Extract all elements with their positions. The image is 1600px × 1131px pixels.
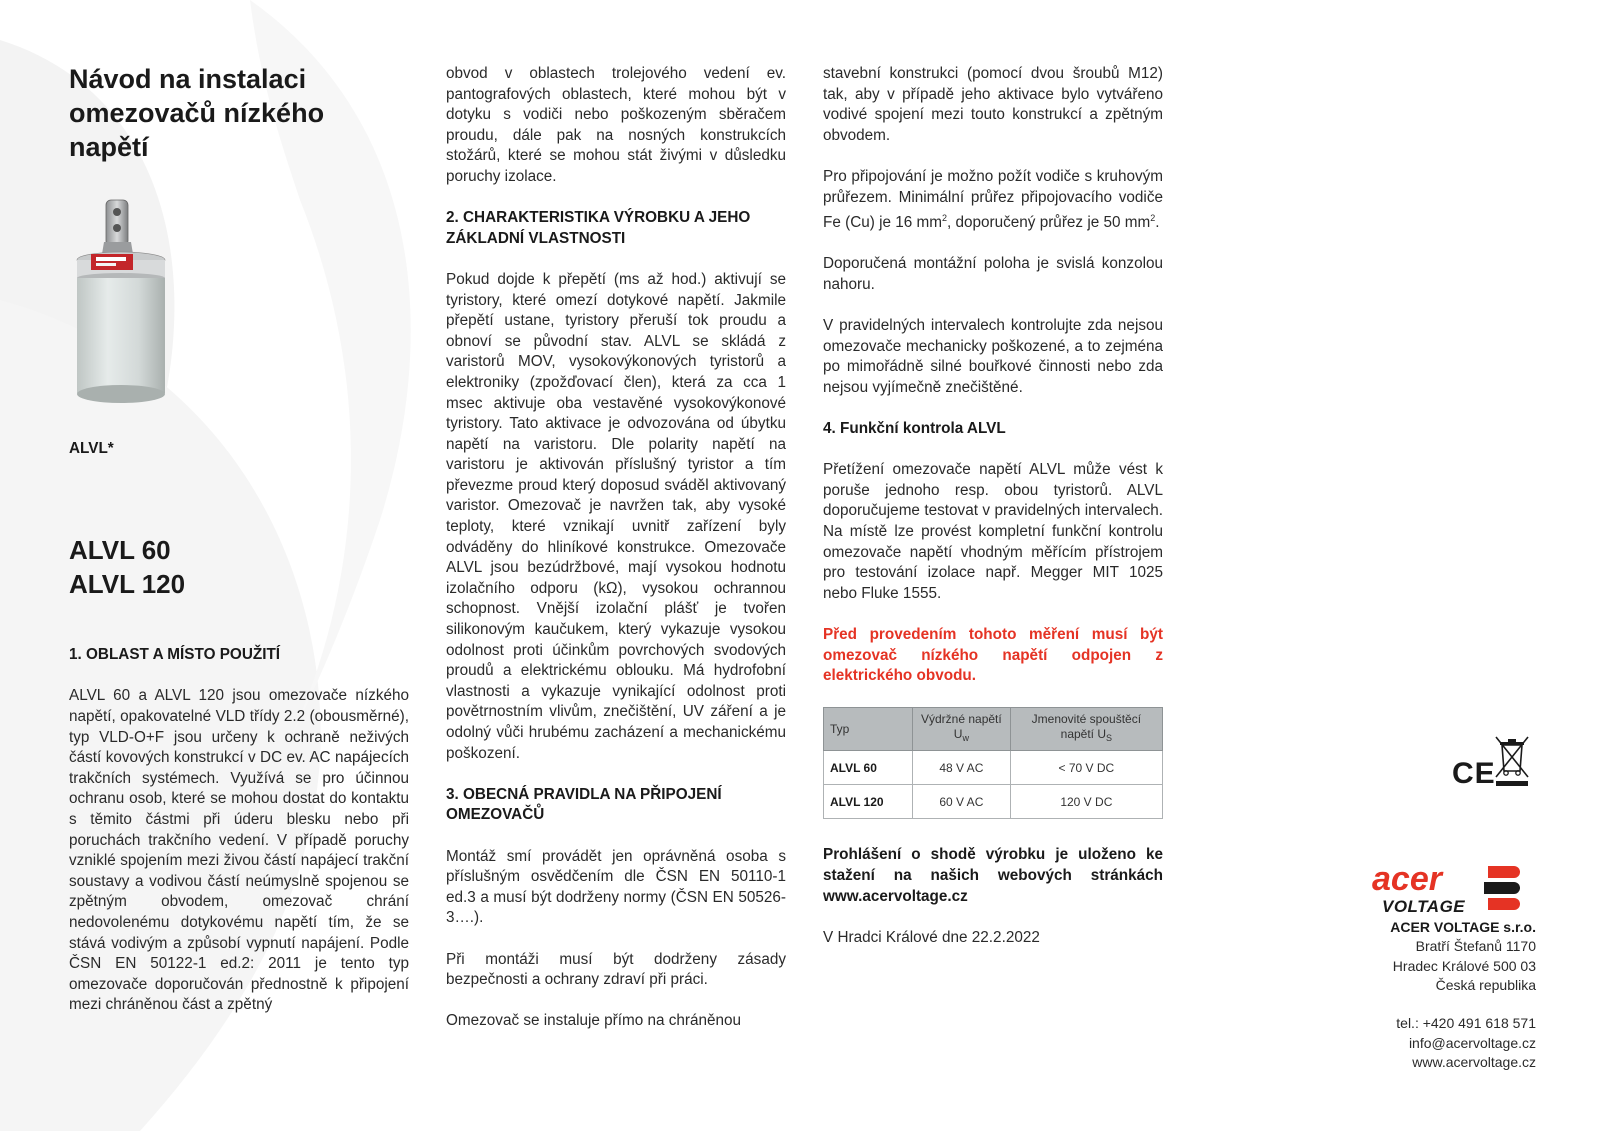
model-alvl-120: ALVL 120 <box>69 569 186 600</box>
section-3-para-2: Při montáži musí být dodrženy zásady bezpečnosti a ochrany zdraví při práci. <box>446 950 786 989</box>
cell-trigger: 120 V DC <box>1010 785 1162 819</box>
title-line-1: Návod na instalaci <box>69 64 307 94</box>
acer-voltage-logo <box>1370 860 1540 920</box>
col-header-withstand-sub: w <box>962 733 969 744</box>
section-4-heading: 4. Funkční kontrola ALVL <box>823 420 1006 438</box>
section-3-heading: 3. OBECNÁ PRAVIDLA NA PŘIPOJENÍ OMEZOVAČŮ <box>446 785 722 824</box>
surge-arrester-photo <box>69 198 169 408</box>
section-3-para-3: Omezovač se instaluje přímo na chráněnou <box>446 1012 742 1030</box>
superscript-2: 2 <box>942 213 948 224</box>
cell-withstand: 48 V AC <box>913 751 1011 785</box>
table-row <box>824 751 1163 785</box>
company-name: ACER VOLTAGE s.r.o. <box>1390 919 1536 935</box>
section-4-text: Přetížení omezovače napětí ALVL může vést k poruše jednoho resp. obou tyristorů. ALVL doporučujeme testovat v pravidelných intervalech. Na místě lze provést kompletní funkční kontrolu omezovače napětí vhodným měřícím přístrojem pro testování izolace např. Megger MIT 1025 nebo Fluke 1555. <box>823 461 1163 602</box>
continuation-text: obvod v oblastech trolejového vedení ev. pantografových oblastech, které mohou být v dotyku s vodiči nebo poškozeným sběračem proudu, dále pak na nosných konstrukcích stožárů, které se mohou stát živými v důsledku poruchy izolace. <box>446 65 786 185</box>
col-header-withstand-text: Výdržné napětí U <box>920 712 1002 742</box>
warning-text: Před provedením tohoto měření musí být omezovač nízkého napětí odpojen z elektrického obvodu. <box>823 626 1163 685</box>
cell-type: ALVL 120 <box>824 785 913 819</box>
mounting-text: Doporučená montážní poloha je svislá konzolou nahoru. <box>823 255 1163 293</box>
col-header-trigger-sub: S <box>1106 733 1113 744</box>
left-column <box>69 62 409 1036</box>
continuation-text: stavební konstrukci (pomocí dvou šroubů M12) tak, aby v případě jeho aktivace bylo vytvářeno vodivé spojení mezi touto konstrukcí a zpětným obvodem. <box>823 65 1163 144</box>
company-address <box>1236 918 1536 1072</box>
declaration-text: Prohlášení o shodě výrobku je uloženo ke stažení na našich webových stránkách www.acervoltage.cz <box>823 846 1163 905</box>
superscript-2: 2 <box>1150 213 1156 224</box>
section-3-para-1: Montáž smí provádět jen oprávněná osoba s příslušným osvědčením dle ČSN EN 50110-1 ed.3 a musí být dodrženy normy (ČSN EN 50526-3….). <box>446 847 786 927</box>
inspection-text: V pravidelných intervalech kontrolujte zda nejsou omezovače mechanicky poškozené, a to zejména po mimořádně silné bouřkové činnosti nebo zda nejsou vyjímečně znečištěné. <box>823 317 1163 396</box>
section-1-heading: 1. OBLAST A MÍSTO POUŽITÍ <box>69 646 281 664</box>
date-text: V Hradci Králové dne 22.2.2022 <box>823 928 1040 946</box>
conductor-text-a: Pro připojování je možno požít vodiče s kruhovým průřezem. Minimální průřez připojovacího vodiče Fe (Cu) je 16 mm <box>823 167 1163 232</box>
conductor-text <box>823 167 1163 234</box>
table-header-row <box>824 708 1163 751</box>
company-web: www.acervoltage.cz <box>1412 1054 1536 1071</box>
col-header-trigger-text: Jmenovité spouštěcí napětí U <box>1031 712 1142 742</box>
logo-word-voltage: VOLTAGE <box>1382 897 1466 916</box>
company-street: Bratří Štefanů 1170 <box>1415 938 1536 955</box>
section-1-text: ALVL 60 a ALVL 120 jsou omezovače nízkého napětí, opakovatelné VLD třídy 2.2 (obousměrné), typ VLD-O+F jsou určeny k ochraně neživých částí kovových konstrukcí v DC ev. AC napájecích trakčních systémech. Využívá se pro účinnou ochranu osob, které se mohou dostat do kontaktu s těmito částmi při úderu blesku nebo při poruchách trakčního vedení. V případě poruchy vzniklé spojením mezi živou částí napájecí trakční soustavy a vodivou částí neúmyslně spojenou se zpětným obvodem, omezovač chrání nedovolenému dotykovému napětí tím, že se stává vodivým a způsobí vypnutí napájení. Podle ČSN EN 50122-1 ed.2: 2011 je tento typ omezovače doporučován přednostně k připojení mezi chráněnou část a zpětný <box>69 687 409 1014</box>
section-2-text: Pokud dojde k přepětí (ms až hod.) aktivují se tyristory, které omezí dotykové napětí. Jakmile přepětí ustane, tyristory přeruší tok proudu a obnoví se původní stav. ALVL se skládá z varistorů MOV, vysokovýkonových tyristorů a elektroniky (zpožďovací člen), která za cca 1 msec aktivuje oba vestavěné vysokovýkonové tyristory. Tato aktivace je odvozována od úbytku napětí na varistoru. Dle polarity napětí na varistoru je aktivován příslušný tyristor a tím převezme proud který doposud sváděl aktivovaný varistor. Omezovač je navržen tak, aby vysoké teploty, které vznikají uvnitř zařízení byly odváděny do hliníkové konstrukce. Omezovače ALVL jsou bezúdržbové, mají vysokou hodnotu izolačního odporu (kΩ), vysokou ochrannou schopnost. Vnější izolační plášť je tvořen silikonovým kaučukem, který vykazuje vysokou odolnost proti účinkům povrchových svodových proudů a elektrickému oblouku. Má hydrofobní vlastnosti a vykazuje vynikající odolnost proti povětrnostním vlivům, znečištění, UV záření a je odolný vůči hrubému zacházení a mechanickému poškození. <box>446 270 786 762</box>
ce-mark: CE <box>1452 757 1496 790</box>
cell-type: ALVL 60 <box>824 751 913 785</box>
cell-withstand: 60 V AC <box>913 785 1011 819</box>
crossed-bin-icon <box>1492 733 1532 788</box>
right-column <box>823 64 1163 969</box>
company-email: info@acervoltage.cz <box>1408 1034 1536 1051</box>
col-header-trigger <box>1010 708 1162 751</box>
logo-spiral-mark <box>1484 866 1520 910</box>
company-country: Česká republika <box>1435 976 1536 993</box>
spec-table <box>823 707 1163 819</box>
model-alvl-60: ALVL 60 <box>69 535 171 566</box>
col-header-type: Typ <box>824 708 913 751</box>
document-title <box>69 62 409 164</box>
variant-label: ALVL* <box>69 439 114 457</box>
logo-word-acer: acer <box>1372 860 1442 898</box>
company-city: Hradec Králové 500 03 <box>1392 957 1536 974</box>
middle-column <box>446 64 786 1053</box>
title-line-3: napětí <box>69 132 149 162</box>
conductor-text-end: . <box>1155 214 1160 232</box>
table-row <box>824 785 1163 819</box>
company-phone: tel.: +420 491 618 571 <box>1396 1015 1536 1032</box>
title-line-2: omezovačů nízkého <box>69 98 325 128</box>
col-header-withstand <box>913 708 1011 751</box>
section-2-heading: 2. CHARAKTERISTIKA VÝROBKU A JEHO ZÁKLADNÍ VLASTNOSTI <box>446 209 751 247</box>
model-list <box>69 533 409 601</box>
cell-trigger: < 70 V DC <box>1010 751 1162 785</box>
conductor-text-b: , doporučený průřez je 50 mm <box>947 214 1151 232</box>
